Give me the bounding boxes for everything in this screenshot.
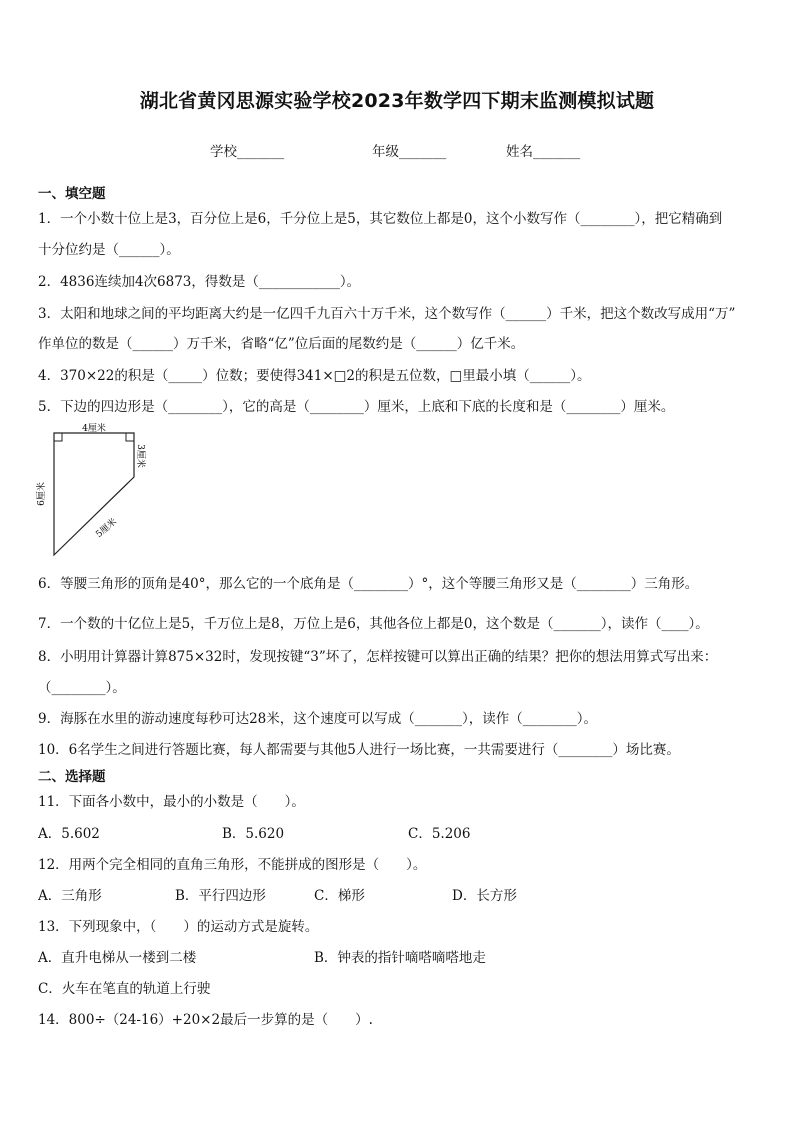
question-6: 6．等腰三角形的顶角是40°，那么它的一个底角是（________）°，这个等腰三角形又是（________）三角形。 <box>38 576 699 592</box>
question-13: 13．下列现象中，（ ）的运动方式是旋转。 <box>38 919 319 935</box>
right-angle-mark-left <box>54 433 62 441</box>
trapezoid-figure <box>30 422 160 562</box>
question-14: 14．800÷（24-16）+20×2最后一步算的是（ ）. <box>38 1012 373 1028</box>
question-4: 4．370×22的积是（_____）位数；要使得341×□2的积是五位数，□里最小填（______）。 <box>38 368 591 384</box>
q11-option-b: B．5.620 <box>222 826 285 842</box>
trapezoid-shape <box>54 433 134 555</box>
question-12: 12．用两个完全相同的直角三角形，不能拼成的图形是（ ）。 <box>38 857 427 873</box>
slant-side-label: 5厘米 <box>94 517 120 540</box>
name-field: 姓名_______ <box>506 144 581 160</box>
question-3-line-2: 作单位的数是（______）万千米，省略“亿”位后面的尾数约是（______）亿千米。 <box>38 336 525 352</box>
question-1-line-2: 十分位约是（______）。 <box>38 242 180 258</box>
right-side-label: 3厘米 <box>135 444 145 468</box>
question-3-line-1: 3．太阳和地球之间的平均距离大约是一亿四千九百六十万千米，这个数写作（______）千米，把这个数改写成用“万” <box>38 306 736 322</box>
question-7: 7．一个数的十亿位上是5，千万位上是8，万位上是6，其他各位上都是0，这个数是（_______），读作（____）。 <box>38 616 709 632</box>
q11-option-a: A．5.602 <box>38 826 100 842</box>
q13-option-a: A．直升电梯从一楼到二楼 <box>38 950 197 966</box>
q11-option-c: C．5.206 <box>408 826 471 842</box>
question-8-line-1: 8．小明用计算器计算875×32时，发现按键“3”坏了，怎样按键可以算出正确的结果？把你的想法用算式写出来： <box>38 649 718 665</box>
q13-option-c: C．火车在笔直的轨道上行驶 <box>38 981 211 997</box>
left-side-label: 6厘米 <box>37 482 47 506</box>
q12-option-a: A．三角形 <box>38 888 102 904</box>
right-angle-mark-right <box>126 433 134 441</box>
q12-option-d: D．长方形 <box>452 888 517 904</box>
question-10: 10．6名学生之间进行答题比赛，每人都需要与其他5人进行一场比赛，一共需要进行（________）场比赛。 <box>38 742 680 758</box>
q12-option-b: B．平行四边形 <box>175 888 266 904</box>
section-fill-heading: 一、填空题 <box>38 186 106 202</box>
question-8-line-2: （________）。 <box>38 680 126 696</box>
question-2: 2．4836连续加4次6873，得数是（____________）。 <box>38 274 361 290</box>
top-side-label: 4厘米 <box>82 424 106 434</box>
question-11: 11．下面各小数中，最小的小数是（ ）。 <box>38 794 305 810</box>
question-5: 5．下边的四边形是（________），它的高是（________）厘米，上底和下底的长度和是（________）厘米。 <box>38 399 675 415</box>
grade-field: 年级_______ <box>372 144 447 160</box>
question-1-line-1: 1．一个小数十位上是3，百分位上是6，千分位上是5，其它数位上都是0，这个小数写作（________），把它精确到 <box>38 211 723 227</box>
q13-option-b: B．钟表的指针嘀嗒嘀嗒地走 <box>314 950 486 966</box>
q12-option-c: C．梯形 <box>314 888 365 904</box>
question-9: 9．海豚在水里的游动速度每秒可达28米，这个速度可以写成（_______），读作（________）。 <box>38 711 598 727</box>
page-title: 湖北省黄冈思源实验学校2023年数学四下期末监测模拟试题 <box>139 90 655 112</box>
section-choice-heading: 二、选择题 <box>38 769 106 785</box>
school-field: 学校_______ <box>210 144 285 160</box>
